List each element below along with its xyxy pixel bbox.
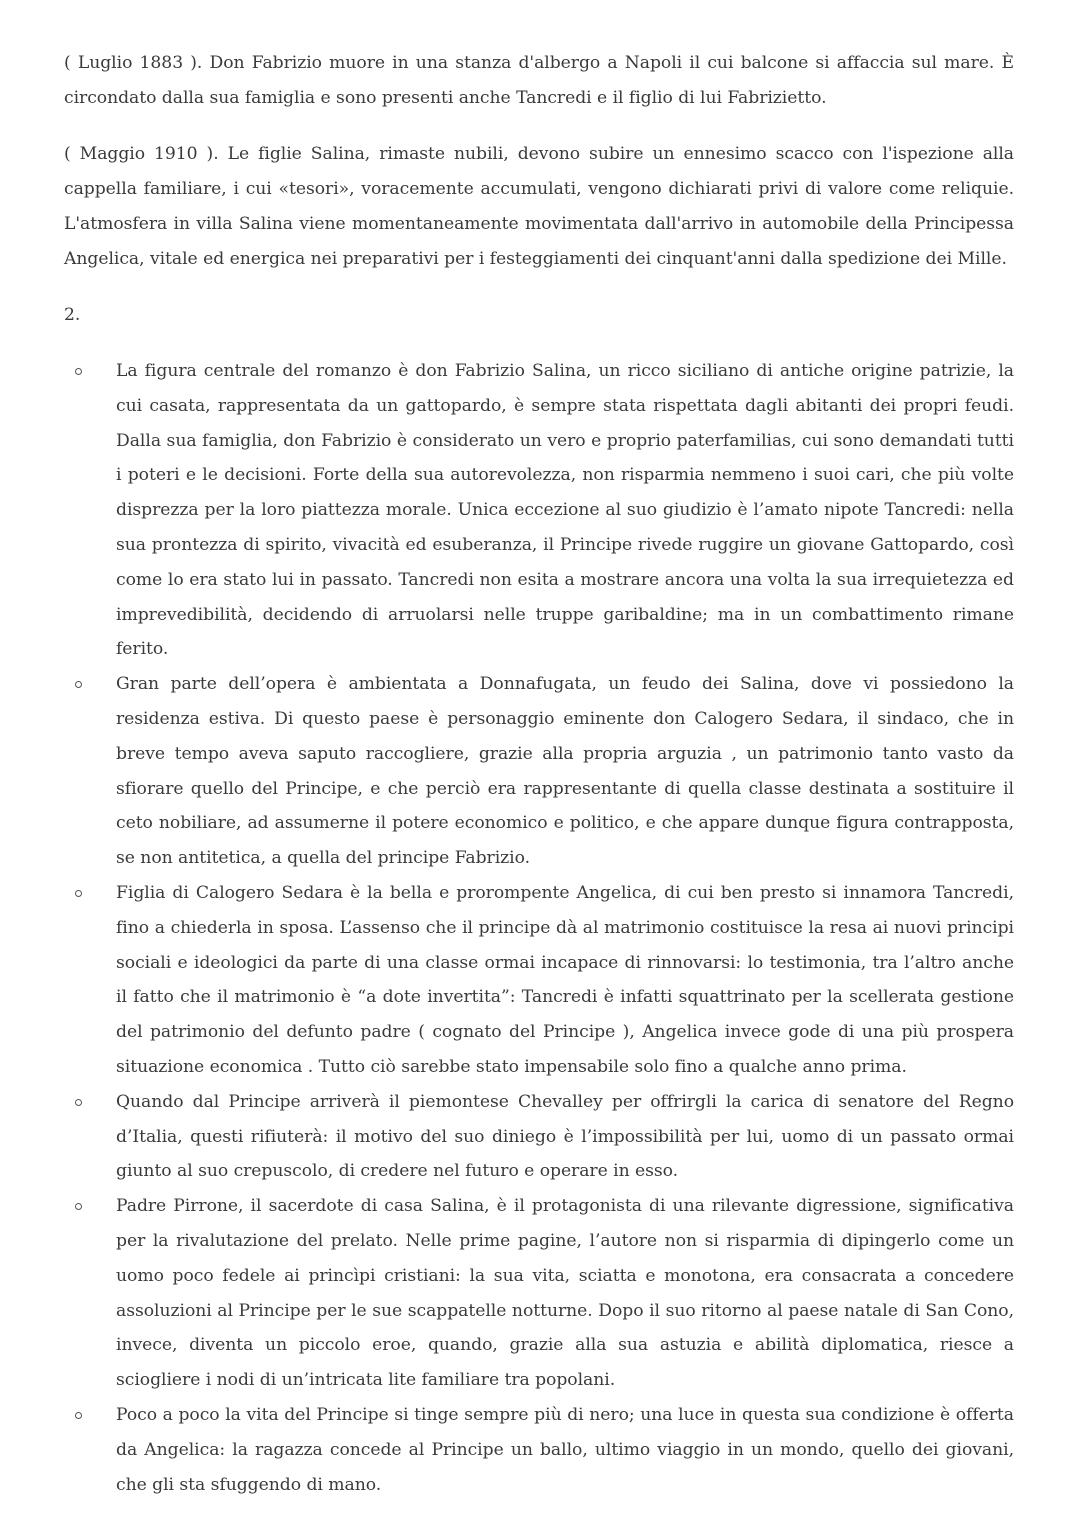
hollow-circle-bullet-icon	[75, 1099, 82, 1106]
list-item-text: Figlia di Calogero Sedara è la bella e prorompente Angelica, di cui ben presto si innamora Tancredi, fino a chiederla in sposa. L’assenso che il principe dà al matrimonio costituisce la resa ai nuovi principi sociali e ideologici da parte di una classe ormai incapace di rinnovarsi: lo testimonia, tra l’altro anche il fatto che il matrimonio è “a dote invertita”: Tancredi è infatti squattrinato per la scellerata gestione del patrimonio del defunto padre ( cognato del Principe ), Angelica invece gode di una più prospera situazione economica . Tutto ciò sarebbe stato impensabile solo fino a qualche anno prima.	[116, 882, 1014, 1077]
hollow-circle-bullet-icon	[75, 1412, 82, 1419]
list-item	[64, 1189, 1014, 1398]
hollow-circle-bullet-icon	[75, 368, 82, 375]
hollow-circle-bullet-icon	[75, 681, 82, 688]
hollow-circle-bullet-icon	[75, 1203, 82, 1210]
hollow-circle-bullet-icon	[75, 890, 82, 897]
document-page	[64, 46, 1014, 1502]
paragraph-maggio-1910: ( Maggio 1910 ). Le figlie Salina, rimaste nubili, devono subire un ennesimo scacco con l'ispezione alla cappella familiare, i cui «tesori», voracemente accumulati, vengono dichiarati privi di valore come reliquie. L'atmosfera in villa Salina viene momentaneamente movimentata dall'arrivo in automobile della Principessa Angelica, vitale ed energica nei preparativi per i festeggiamenti dei cinquant'anni dalla spedizione dei Mille.	[64, 144, 1014, 269]
list-item	[64, 354, 1014, 667]
section-number: 2.	[64, 305, 81, 325]
list-item-text: Gran parte dell’opera è ambientata a Donnafugata, un feudo dei Salina, dove vi possiedono la residenza estiva. Di questo paese è personaggio eminente don Calogero Sedara, il sindaco, che in breve tempo aveva saputo raccogliere, grazie alla propria arguzia , un patrimonio tanto vasto da sfiorare quello del Principe, e che perciò era rappresentante di quella classe destinata a sostituire il ceto nobiliare, ad assumerne il potere economico e politico, e che appare dunque figura contrapposta, se non antitetica, a quella del principe Fabrizio.	[116, 674, 1014, 869]
list-item	[64, 1398, 1014, 1502]
list-item-text: Padre Pirrone, il sacerdote di casa Salina, è il protagonista di una rilevante digressione, significativa per la rivalutazione del prelato. Nelle prime pagine, l’autore non si risparmia di dipingerlo come un uomo poco fedele ai princìpi cristiani: la sua vita, sciatta e monotona, era consacrata a concedere assoluzioni al Principe per le sue scappatelle notturne. Dopo il suo ritorno al paese natale di San Cono, invece, diventa un piccolo eroe, quando, grazie alla sua astuzia e abilità diplomatica, riesce a sciogliere i nodi di un’intricata lite familiare tra popolani.	[116, 1196, 1014, 1391]
bullet-list	[64, 354, 1014, 1502]
list-item	[64, 1085, 1014, 1189]
list-item	[64, 876, 1014, 1085]
list-item-text: Poco a poco la vita del Principe si tinge sempre più di nero; una luce in questa sua condizione è offerta da Angelica: la ragazza concede al Principe un ballo, ultimo viaggio in un mondo, quello dei giovani, che gli sta sfuggendo di mano.	[116, 1404, 1014, 1495]
list-item	[64, 667, 1014, 876]
list-item-text: Quando dal Principe arriverà il piemontese Chevalley per offrirgli la carica di senatore del Regno d’Italia, questi rifiuterà: il motivo del suo diniego è l’impossibilità per lui, uomo di un passato ormai giunto al suo crepuscolo, di credere nel futuro e operare in esso.	[116, 1091, 1014, 1182]
paragraph-luglio-1883: ( Luglio 1883 ). Don Fabrizio muore in una stanza d'albergo a Napoli il cui balcone si affaccia sul mare. È circondato dalla sua famiglia e sono presenti anche Tancredi e il figlio di lui Fabrizietto.	[64, 53, 1014, 108]
list-item-text: La figura centrale del romanzo è don Fabrizio Salina, un ricco siciliano di antiche origine patrizie, la cui casata, rappresentata da un gattopardo, è sempre stata rispettata dagli abitanti dei propri feudi. Dalla sua famiglia, don Fabrizio è considerato un vero e proprio paterfamilias, cui sono demandati tutti i poteri e le decisioni. Forte della sua autorevolezza, non risparmia nemmeno i suoi cari, che più volte disprezza per la loro piattezza morale. Unica eccezione al suo giudizio è l’amato nipote Tancredi: nella sua prontezza di spirito, vivacità ed esuberanza, il Principe rivede ruggire un giovane Gattopardo, così come lo era stato lui in passato. Tancredi non esita a mostrare ancora una volta la sua irrequietezza ed imprevedibilità, decidendo di arruolarsi nelle truppe garibaldine; ma in un combattimento rimane ferito.	[116, 361, 1014, 660]
